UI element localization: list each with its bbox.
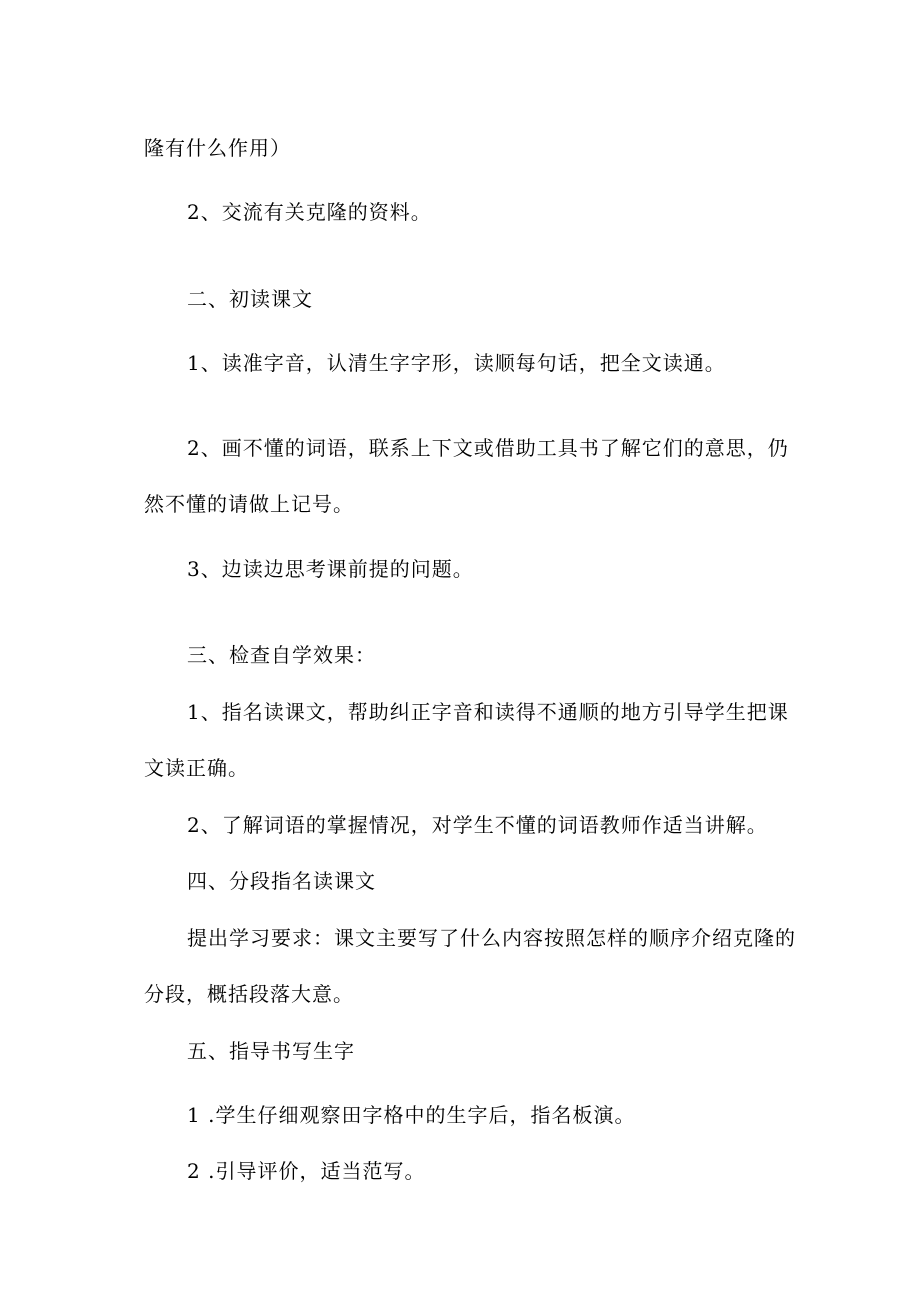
paragraph-line: 1、读准字音，认清生字字形，读顺每句话，把全文读通。 — [187, 351, 726, 375]
paragraph-line: 1 .学生仔细观察田字格中的生字后，指名板演。 — [187, 1103, 636, 1127]
paragraph-line: 2、交流有关克隆的资料。 — [187, 200, 432, 224]
paragraph-line: 隆有什么作用） — [144, 136, 291, 160]
paragraph-line: 分段，概括段落大意。 — [144, 982, 354, 1006]
paragraph-line: 1、指名读课文，帮助纠正字音和读得不通顺的地方引导学生把课 — [187, 700, 789, 724]
paragraph-line: 然不懂的请做上记号。 — [144, 492, 354, 516]
section-heading: 三、检查自学效果： — [187, 643, 376, 667]
paragraph-line: 3、边读边思考课前提的问题。 — [187, 557, 474, 581]
paragraph-line: 2、画不懂的词语，联系上下文或借助工具书了解它们的意思，仍 — [187, 436, 789, 460]
section-heading: 二、初读课文 — [187, 287, 313, 311]
paragraph-line: 2 .引导评价，适当范写。 — [187, 1159, 426, 1183]
section-heading: 五、指导书写生字 — [187, 1039, 355, 1063]
paragraph-line: 提出学习要求：课文主要写了什么内容按照怎样的顺序介绍克隆的 — [187, 926, 796, 950]
paragraph-line: 2、了解词语的掌握情况，对学生不懂的词语教师作适当讲解。 — [187, 813, 768, 837]
section-heading: 四、分段指名读课文 — [187, 869, 376, 893]
paragraph-line: 文读正确。 — [144, 756, 249, 780]
